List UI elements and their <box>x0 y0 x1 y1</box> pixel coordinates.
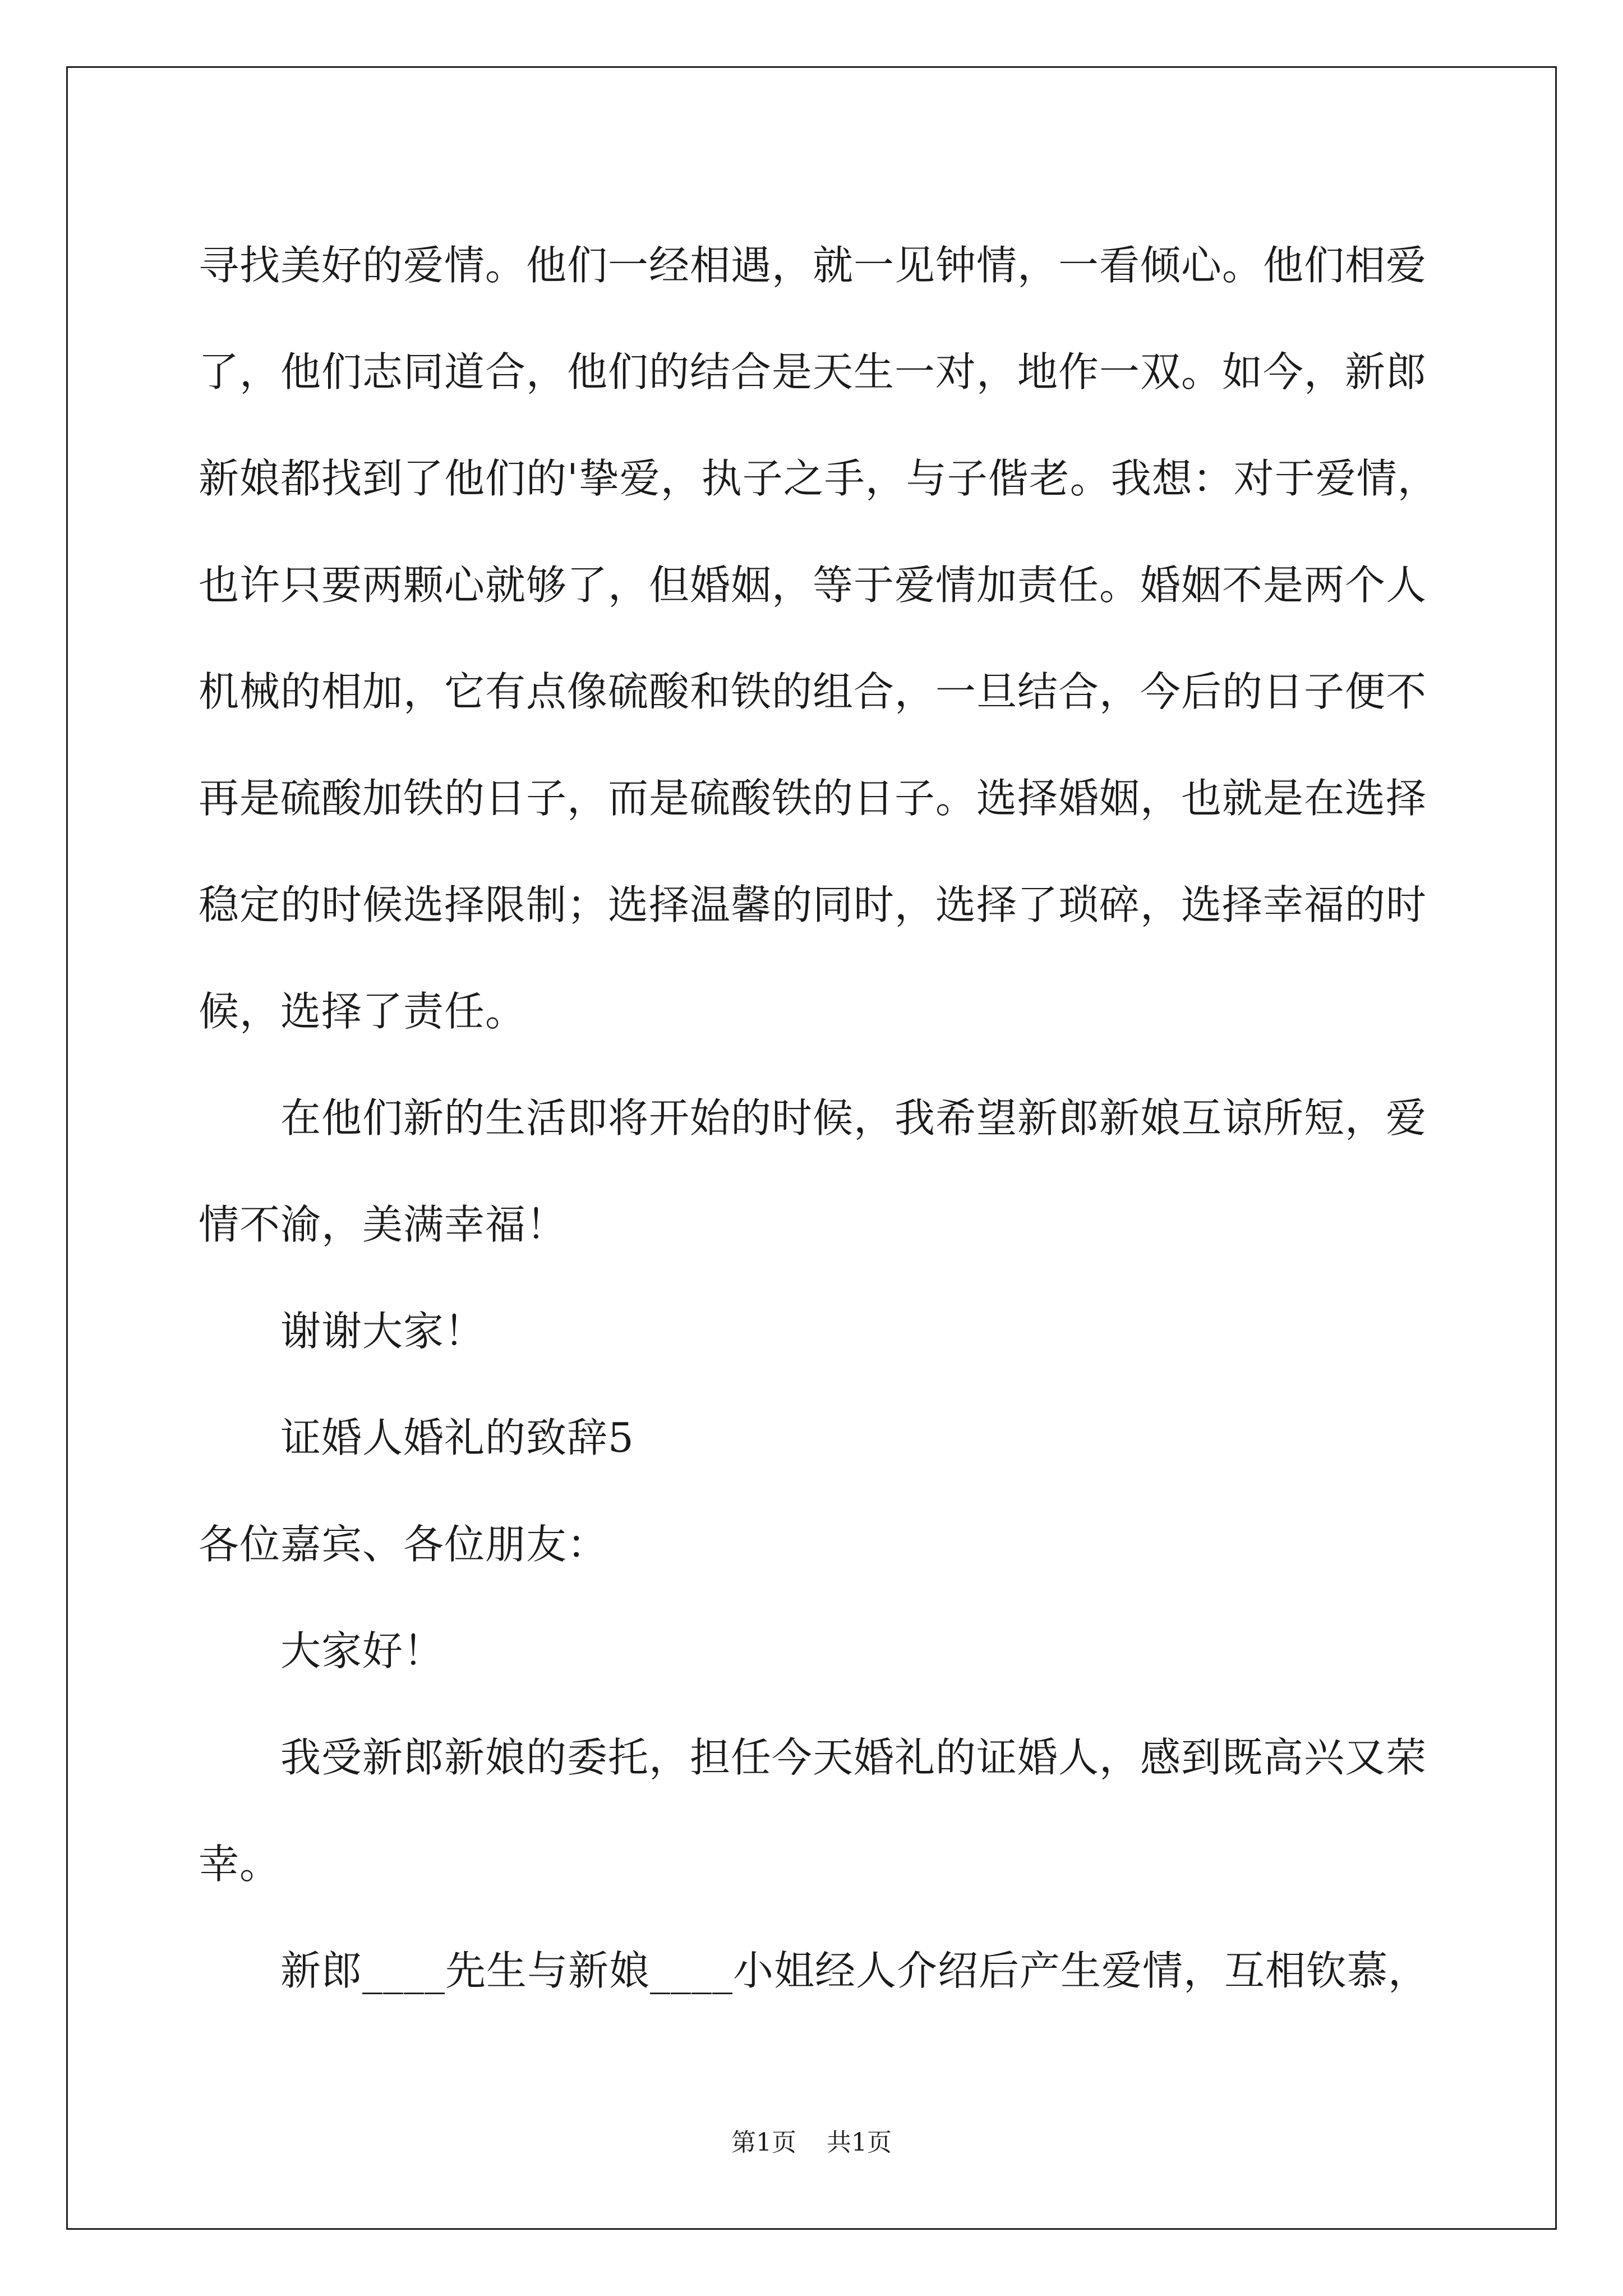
text-line: 新娘都找到了他们的'挚爱，执子之手，与子偕老。我想：对于爱情， <box>199 455 1438 502</box>
paragraph-start: 新郎____先生与新娘____小姐经人介绍后产生爱情，互相钦慕， <box>280 1947 1430 1994</box>
text-line: 幸。 <box>199 1841 281 1888</box>
greeting: 大家好！ <box>280 1627 445 1674</box>
salutation: 各位嘉宾、各位朋友： <box>199 1521 608 1568</box>
text-line: 候，选择了责任。 <box>199 988 527 1035</box>
text-line: 也许只要两颗心就够了，但婚姻，等于爱情加责任。婚姻不是两个人 <box>199 562 1427 609</box>
text-line: 情不渝，美满幸福！ <box>199 1201 568 1248</box>
document-body <box>199 212 1472 2024</box>
text-line: 稳定的时候选择限制；选择温馨的同时，选择了琐碎，选择幸福的时 <box>199 881 1427 928</box>
paragraph-start: 谢谢大家！ <box>280 1308 486 1355</box>
paragraph-start: 我受新郎新娘的委托，担任今天婚礼的证婚人，感到既高兴又荣 <box>280 1734 1427 1781</box>
text-line: 再是硫酸加铁的日子，而是硫酸铁的日子。选择婚姻，也就是在选择 <box>199 775 1427 822</box>
text-line: 了，他们志同道合，他们的结合是天生一对，地作一双。如今，新郎 <box>199 348 1427 395</box>
text-line: 机械的相加，它有点像硫酸和铁的组合，一旦结合，今后的日子便不 <box>199 668 1427 715</box>
section-heading: 证婚人婚礼的致辞5 <box>280 1414 634 1461</box>
text-line: 寻找美好的爱情。他们一经相遇，就一见钟情，一看倾心。他们相爱 <box>199 242 1427 289</box>
page-footer <box>0 2126 1623 2160</box>
paragraph-start: 在他们新的生活即将开始的时候，我希望新郎新娘互谅所短，爱 <box>280 1094 1427 1142</box>
page-number: 第1页 <box>731 2128 796 2157</box>
page-count: 共1页 <box>827 2128 892 2157</box>
